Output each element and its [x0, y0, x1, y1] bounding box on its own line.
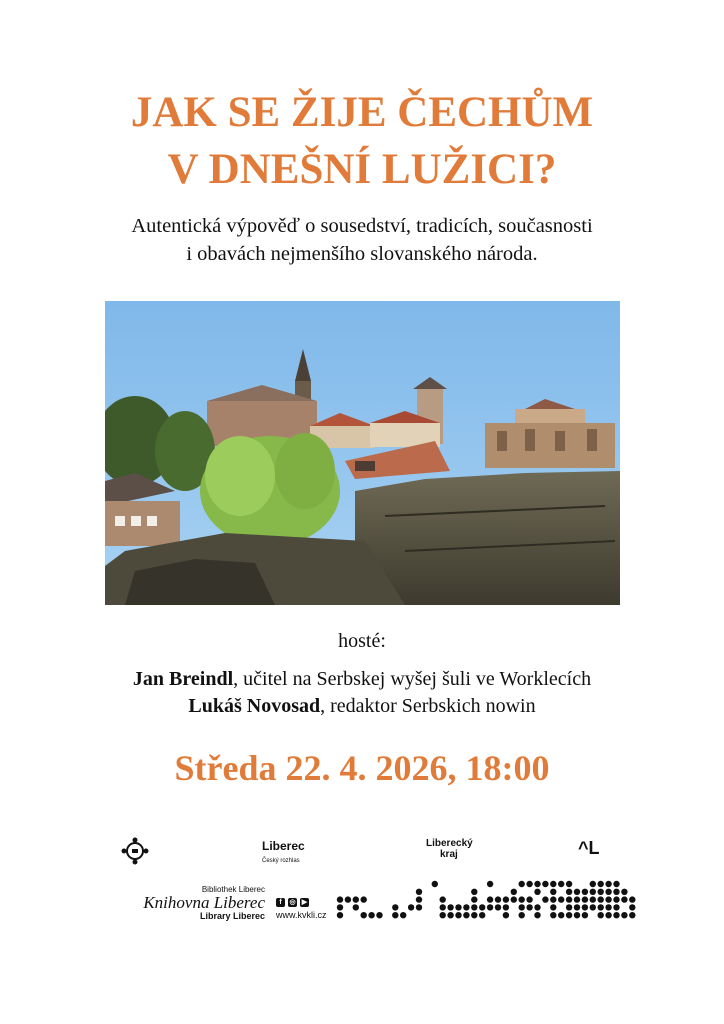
pattern-dot: [613, 904, 619, 910]
pattern-dot: [416, 889, 422, 895]
pattern-dot: [566, 904, 572, 910]
pattern-dot: [582, 896, 588, 902]
pattern-dot: [582, 889, 588, 895]
pattern-dot: [376, 912, 382, 918]
guest-2-name: Lukáš Novosad: [188, 695, 321, 717]
guest-1: [0, 668, 724, 691]
pattern-dot: [440, 904, 446, 910]
pattern-dot: [392, 912, 398, 918]
pattern-dot: [613, 889, 619, 895]
pattern-dot: [479, 912, 485, 918]
website-link[interactable]: www.kvkli.cz: [276, 910, 327, 920]
pattern-dot: [558, 881, 564, 887]
region-line-1: Liberecký: [426, 838, 473, 849]
pattern-dot: [574, 904, 580, 910]
pattern-dot: [582, 904, 588, 910]
pattern-dot: [613, 896, 619, 902]
pattern-dot: [605, 889, 611, 895]
library-line-1: Bibliothek Liberec: [201, 885, 265, 894]
pattern-dot: [519, 904, 525, 910]
pattern-dot: [550, 896, 556, 902]
pattern-dot: [487, 881, 493, 887]
guest-2-role: , redaktor Serbskich nowin: [320, 695, 536, 717]
pattern-dot: [487, 904, 493, 910]
guest-1-name: Jan Breindl: [132, 668, 234, 690]
pattern-dot: [463, 904, 469, 910]
pattern-dot: [613, 912, 619, 918]
pattern-dot: [621, 912, 627, 918]
region-line-2: kraj: [440, 849, 458, 860]
pattern-dot: [471, 912, 477, 918]
pattern-dot: [605, 881, 611, 887]
facebook-icon[interactable]: f: [276, 898, 285, 907]
pattern-dot: [613, 881, 619, 887]
pattern-dot: [582, 912, 588, 918]
pattern-dot: [361, 896, 367, 902]
pattern-dot: [598, 904, 604, 910]
pattern-dot: [337, 912, 343, 918]
pattern-dot: [566, 889, 572, 895]
pattern-dot: [345, 896, 351, 902]
pattern-dot: [598, 881, 604, 887]
pattern-dot: [361, 912, 367, 918]
decorative-dot-pattern: [336, 880, 638, 920]
radio-name: Liberec: [262, 839, 305, 853]
pattern-dot: [432, 881, 438, 887]
pattern-dot: [550, 881, 556, 887]
pattern-dot: [471, 904, 477, 910]
pattern-dot: [590, 904, 596, 910]
pattern-dot: [471, 896, 477, 902]
pattern-dot: [605, 896, 611, 902]
pattern-dot: [598, 896, 604, 902]
pattern-dot: [605, 912, 611, 918]
youtube-icon[interactable]: ▶: [301, 899, 308, 906]
pattern-dot: [479, 904, 485, 910]
emblem-icon: [120, 836, 150, 866]
pattern-dot: [590, 889, 596, 895]
pattern-dot: [408, 904, 414, 910]
l-mark-logo: ^L: [578, 838, 600, 858]
pattern-dot: [629, 912, 635, 918]
guest-1-role: , učitel na Serbskej wyšej šuli ve Worklecích: [233, 668, 592, 690]
pattern-dot: [542, 881, 548, 887]
pattern-dot: [503, 904, 509, 910]
pattern-dot: [574, 896, 580, 902]
subtitle-line-2: i obavách nejmenšího slovanského národa.: [186, 243, 538, 265]
pattern-dot: [503, 912, 509, 918]
pattern-dot: [519, 881, 525, 887]
pattern-dot: [534, 904, 540, 910]
pattern-dot: [590, 881, 596, 887]
pattern-dot: [542, 896, 548, 902]
pattern-dot: [440, 896, 446, 902]
pattern-dot: [503, 896, 509, 902]
pattern-dot: [416, 904, 422, 910]
social-icons: [276, 898, 309, 907]
pattern-dot: [511, 896, 517, 902]
pattern-dot: [519, 896, 525, 902]
guest-2: [0, 695, 724, 718]
pattern-dot: [400, 912, 406, 918]
pattern-dot: [558, 896, 564, 902]
pattern-dot: [440, 912, 446, 918]
guests-label: hosté:: [338, 630, 386, 652]
pattern-dot: [447, 904, 453, 910]
pattern-dot: [550, 904, 556, 910]
pattern-dot: [416, 896, 422, 902]
pattern-dot: [558, 912, 564, 918]
event-date: Středa 22. 4. 2026, 18:00: [174, 748, 550, 788]
pattern-dot: [526, 881, 532, 887]
title-line-2: V DNEŠNÍ LUŽICI?: [167, 146, 557, 193]
radio-sub: Český rozhlas: [262, 858, 300, 864]
czech-radio-logo: [262, 840, 305, 867]
pattern-dot: [337, 904, 343, 910]
pattern-dot: [455, 912, 461, 918]
library-line-3: Library Liberec: [199, 911, 265, 921]
pattern-dot: [590, 896, 596, 902]
pattern-dot: [495, 896, 501, 902]
pattern-dot: [566, 896, 572, 902]
pattern-dot: [621, 889, 627, 895]
event-subtitle: [0, 212, 724, 268]
pattern-dot: [574, 889, 580, 895]
pattern-dot: [511, 889, 517, 895]
pattern-dot: [598, 912, 604, 918]
pattern-dot: [621, 896, 627, 902]
pattern-dot: [566, 912, 572, 918]
pattern-dot: [519, 912, 525, 918]
pattern-dot: [566, 881, 572, 887]
pattern-dot: [495, 904, 501, 910]
pattern-dot: [447, 912, 453, 918]
pattern-dot: [534, 889, 540, 895]
pattern-dot: [337, 896, 343, 902]
pattern-dot: [392, 904, 398, 910]
event-title: [0, 84, 724, 198]
town-photo: [105, 301, 620, 605]
pattern-dot: [471, 889, 477, 895]
pattern-dot: [605, 904, 611, 910]
pattern-dot: [598, 889, 604, 895]
pattern-dot: [534, 881, 540, 887]
pattern-dot: [629, 896, 635, 902]
region-logo: [426, 838, 473, 860]
pattern-dot: [526, 896, 532, 902]
subtitle-line-1: Autentická výpověď o sousedství, tradicích, současnosti: [131, 215, 593, 237]
partner-emblem-logo: [120, 836, 150, 866]
pattern-dot: [487, 896, 493, 902]
title-line-1: JAK SE ŽIJE ČECHŮM: [130, 89, 594, 136]
pattern-dot: [550, 912, 556, 918]
pattern-dot: [629, 904, 635, 910]
pattern-dot: [353, 904, 359, 910]
instagram-icon[interactable]: ◎: [289, 899, 296, 906]
pattern-dot: [353, 896, 359, 902]
pattern-dot: [368, 912, 374, 918]
pattern-dot: [526, 904, 532, 910]
pattern-dot: [550, 889, 556, 895]
library-line-2: Knihovna Liberec: [143, 893, 265, 912]
pattern-dot: [455, 904, 461, 910]
pattern-dot: [463, 912, 469, 918]
pattern-dot: [534, 912, 540, 918]
library-logo: [120, 885, 265, 921]
pattern-dot: [574, 912, 580, 918]
